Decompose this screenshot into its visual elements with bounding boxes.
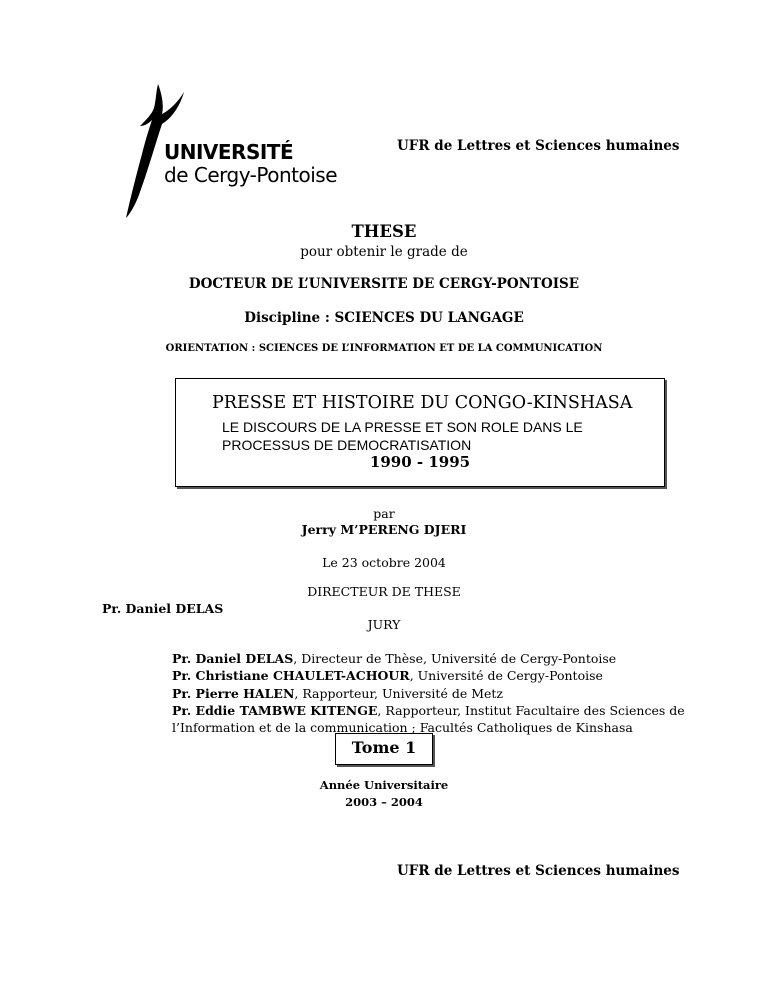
university-logo [118,80,338,220]
logo-university-text: UNIVERSITÉ [164,140,294,164]
academic-year: 2003 – 2004 [345,795,423,809]
thesis-subtitle-line1: LE DISCOURS DE LA PRESSE ET SON ROLE DANS LE [222,419,583,435]
logo-city-text: de Cergy-Pontoise [164,163,338,187]
director-name: Pr. Daniel DELAS [102,601,224,616]
academic-year-label: Année Universitaire [319,778,449,792]
footer-ufr: UFR de Lettres et Sciences humaines [397,863,680,879]
jury-member: Pr. Eddie TAMBWE KITENGE, Rapporteur, Institut Facultaire des Sciences de [172,702,685,718]
jury-list [172,650,692,736]
degree-line: DOCTEUR DE L’UNIVERSITE DE CERGY-PONTOISE [188,276,580,292]
discipline-line: Discipline : SCIENCES DU LANGAGE [244,310,524,326]
author-name: Jerry M’PERENG DJERI [301,522,467,537]
jury-label: JURY [367,617,401,632]
thesis-main-title: PRESSE ET HISTOIRE DU CONGO-KINSHASA [212,393,633,413]
director-label: DIRECTEUR DE THESE [307,584,461,599]
jury-member: Pr. Christiane CHAULET-ACHOUR, Université de Cergy-Pontoise [172,668,603,684]
these-title: THESE [351,222,417,241]
jury-member: Pr. Daniel DELAS, Directeur de Thèse, Université de Cergy-Pontoise [172,651,617,666]
header-ufr: UFR de Lettres et Sciences humaines [397,138,680,154]
thesis-subtitle-line2: PROCESSUS DE DEMOCRATISATION [222,437,472,453]
author-by: par [373,506,395,521]
jury-member: Pr. Pierre HALEN, Rapporteur, Université de Metz [172,685,503,701]
defense-date: Le 23 octobre 2004 [322,555,446,570]
orientation-line: ORIENTATION : SCIENCES DE L’INFORMATION ET DE LA COMMUNICATION [165,343,603,354]
thesis-title-box [175,378,665,487]
these-subtitle: pour obtenir le grade de [300,244,468,260]
jury-member-continuation: l’Information et de la communication ; Facultés Catholiques de Kinshasa [172,720,633,736]
tome-box: Tome 1 [335,733,433,765]
thesis-years: 1990 - 1995 [369,453,471,471]
